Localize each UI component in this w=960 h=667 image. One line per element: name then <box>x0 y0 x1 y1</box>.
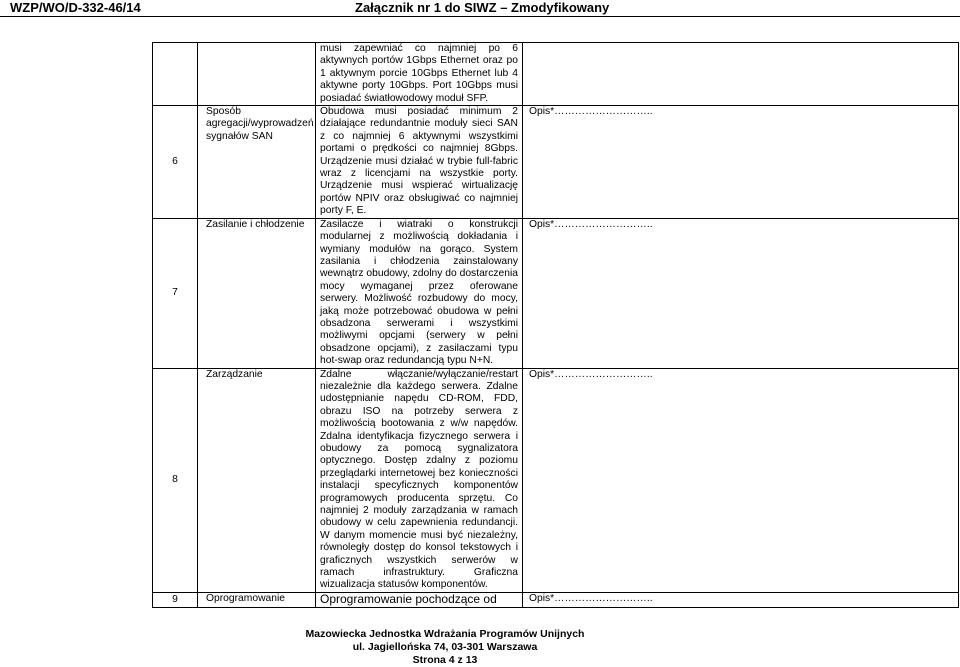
footer-address: ul. Jagiellońska 74, 03-301 Warszawa <box>352 641 538 653</box>
row-number: 8 <box>153 368 198 592</box>
row-number: 6 <box>153 106 198 219</box>
row-answer <box>523 43 959 106</box>
table-row <box>153 218 959 368</box>
row-name: Zarządzanie <box>198 368 316 592</box>
row-answer: Opis*……………………….. <box>523 218 959 368</box>
row-answer: Opis*……………………….. <box>523 368 959 592</box>
row-number <box>153 43 198 106</box>
table-row <box>153 592 959 607</box>
row-name: Zasilanie i chłodzenie <box>198 218 316 368</box>
footer-organization: Mazowiecka Jednostka Wdrażania Programów Unijnych <box>305 628 585 640</box>
row-requirement: Obudowa musi posiadać minimum 2 działające redundantnie moduły sieci SAN z co najmniej 6 aktywnymi wszystkimi portami o prędkości co najmniej 8Gbps. Urządzenie musi działać w trybie full-fabric wraz z licencjami na wszystkie porty. Urządzenie musi wspierać wirtualizację portów NPIV oraz obsługiwać co najmniej porty F, E. <box>316 106 523 219</box>
row-requirement: Zdalne włączanie/wyłączanie/restart niezależnie dla każdego serwera. Zdalne udostępnianie napędu CD-ROM, FDD, obrazu ISO na potrzeby serwera z możliwością bootowania z w/w napędów. Zdalna identyfikacja fizycznego serwera i obudowy za pomocą sygnalizatora optycznego. Dostęp zdalny z poziomu przeglądarki internetowej bez konieczności instalacji specyficznych komponentów programowych producenta sprzętu. Co najmniej 2 moduły zarządzania w ramach obudowy w celu zapewnienia redundancji. W danym momencie musi być niezależny, równoległy dostęp do konsol tekstowych i graficznych wszystkich serwerów w ramach infrastruktury. Graficzna wizualizacja statusów komponentów. <box>316 368 523 592</box>
row-name <box>198 43 316 106</box>
attachment-title: Załącznik nr 1 do SIWZ – Zmodyfikowany <box>355 0 610 15</box>
page-number: Strona 4 z 13 <box>412 654 478 666</box>
table-row <box>153 43 959 106</box>
header-divider <box>0 16 960 17</box>
table-row <box>153 368 959 592</box>
row-number: 9 <box>153 592 198 607</box>
row-number: 7 <box>153 218 198 368</box>
row-answer: Opis*……………………….. <box>523 106 959 219</box>
row-answer: Opis*……………………….. <box>523 592 959 607</box>
specification-table <box>152 42 959 608</box>
row-requirement: Oprogramowanie pochodzące od <box>316 592 523 607</box>
row-requirement: musi zapewniać co najmniej po 6 aktywnych portów 1Gbps Ethernet oraz po 1 aktywnym porcie 10Gbps Ethernet lub 4 aktywne porty 10Gbps. Port 10Gbps musi posiadać światłowodowy moduł SFP. <box>316 43 523 106</box>
page-footer <box>0 628 960 667</box>
document-reference: WZP/WO/D-332-46/14 <box>10 0 141 15</box>
row-requirement: Zasilacze i wiatraki o konstrukcji modularnej z możliwością dokładania i wymiany modułów na gorąco. System zasilania i chłodzenia zainstalowany wewnątrz obudowy, zdolny do dostarczenia mocy wymaganej przez oferowane serwery. Możliwość rozbudowy do mocy, jaką może potrzebować obudowa w pełni obsadzona serwerami i wszystkimi możliwymi opcjami (serwery w pełni obsadzone opcjami), z zasilaczami typu hot-swap oraz redundancją typu N+N. <box>316 218 523 368</box>
row-name: Sposób agregacji/wyprowadzeń sygnałów SAN <box>198 106 316 219</box>
table-row <box>153 106 959 219</box>
row-name: Oprogramowanie <box>198 592 316 607</box>
page-header <box>0 0 960 16</box>
